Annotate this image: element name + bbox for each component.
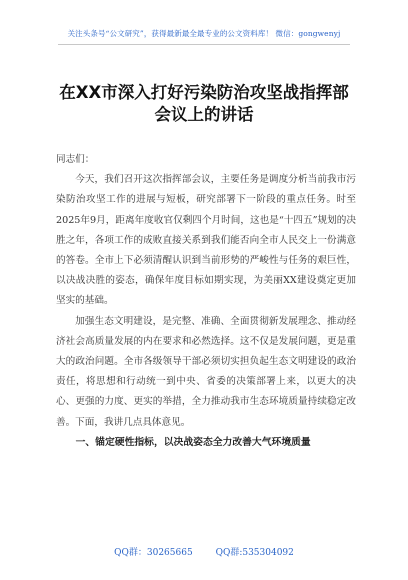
- document-title: [40, 82, 368, 126]
- header-note: 关注头条号“公文研究”，获得最新最全最专业的公文资料库！ 微信：gongwenyj: [67, 29, 341, 38]
- title-line-1: 在XX市深入打好污染防治攻坚战指挥部: [59, 83, 349, 102]
- header-divider: [58, 44, 350, 45]
- footer-qq-group-2: QQ群:535304092: [215, 548, 294, 558]
- paragraph-1: 今天，我们召开这次指挥部会议，主要任务是调度分析当前我市污染防治攻坚工作的进展与短板，研究部署下一阶段的重点任务。时至2025年9月，距离年度收官仅剩四个月时间，这也是“十四五”规划的决胜之年，各项工作的成败直接关系到我们能否向全市人民交上一份满意的答卷。全市上下必须清醒认识到当前形势的严峻性与任务的艰巨性，以决战决胜的姿态，确保年度目标如期实现，为美丽XX建设奠定更加坚实的基础。: [56, 174, 356, 307]
- paragraph-2: 加强生态文明建设，是完整、准确、全面贯彻新发展理念、推动经济社会高质量发展的内在要求和必然选择。这不仅是发展问题，更是重大的政治问题。全市各级领导干部必须切实担负起生态文明建设的政治责任，将思想和行动统一到中央、省委的决策部署上来，以更大的决心、更强的力度、更实的举措，全力推动我市生态环境质量持续稳定改善。下面，我讲几点具体意见。: [56, 315, 356, 428]
- section-heading-1: 一、锚定硬性指标，以决战姿态全力改善大气环境质量: [75, 436, 311, 448]
- footer-qq-group-1: QQ群：30265665: [114, 548, 193, 558]
- title-line-2: 会议上的讲话: [154, 105, 254, 124]
- document-body: [56, 150, 356, 453]
- footer-contact: [0, 545, 408, 558]
- salutation: 同志们：: [56, 154, 95, 165]
